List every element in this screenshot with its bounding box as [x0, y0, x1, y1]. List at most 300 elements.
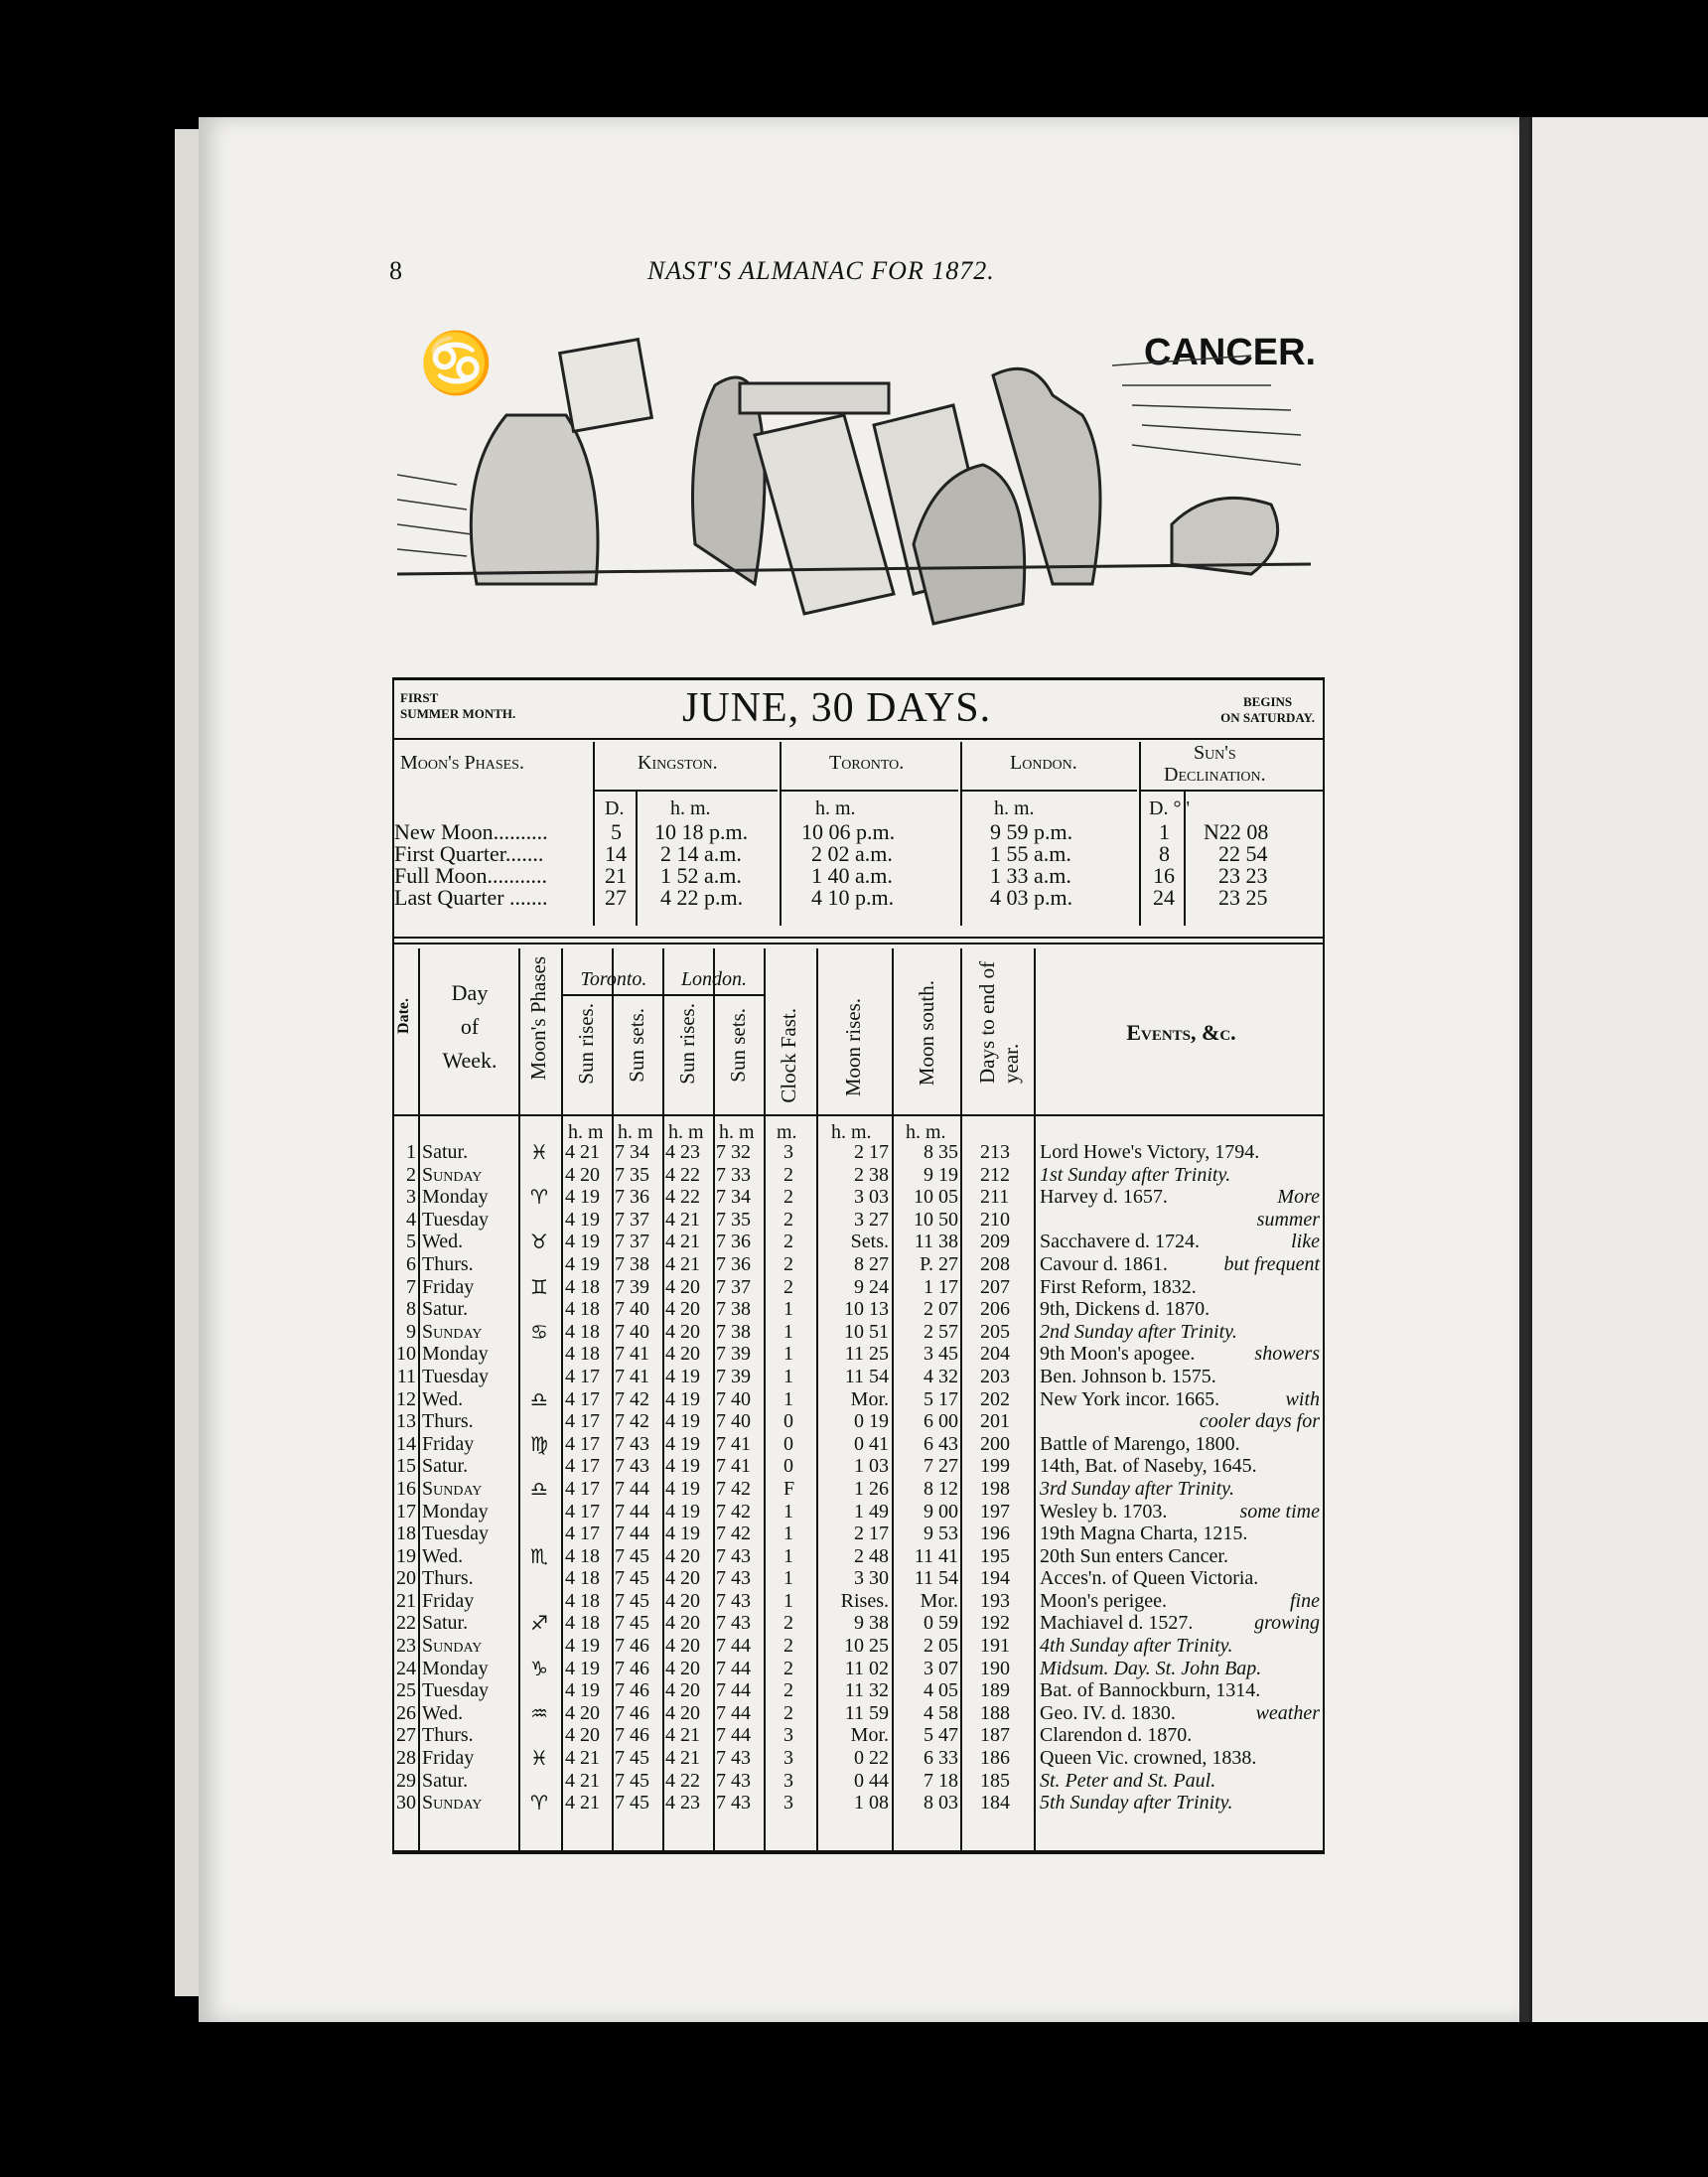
moon-south-cell: 9 00 — [924, 1500, 958, 1523]
moon-south-cell: 0 59 — [924, 1612, 958, 1635]
london-sunrise-cell: 4 19 — [665, 1455, 700, 1478]
days-to-end-cell: 197 — [980, 1500, 1010, 1523]
date-cell: 17 — [396, 1500, 416, 1523]
london-sunrise-cell: 4 22 — [665, 1186, 700, 1209]
clock-fast-cell: 1 — [783, 1320, 793, 1343]
calendar-day-row — [394, 1792, 1323, 1814]
calendar-day-row — [394, 1298, 1323, 1321]
unit-label: h. m — [668, 1121, 704, 1143]
days-to-end-cell: 210 — [980, 1208, 1010, 1231]
moon-south-cell: 6 00 — [924, 1410, 958, 1433]
kingston-subhead: h. m. — [670, 798, 711, 819]
clock-fast-cell: 1 — [783, 1365, 793, 1387]
calendar-day-row — [394, 1209, 1323, 1232]
cancer-zodiac-icon: ♋ — [419, 331, 494, 396]
date-cell: 27 — [396, 1724, 416, 1747]
clock-fast-cell: 3 — [783, 1747, 793, 1770]
moon-rises-cell: 10 25 — [844, 1635, 889, 1658]
london-subhead: h. m. — [994, 798, 1035, 819]
toronto-sunrise-cell: 4 17 — [565, 1477, 600, 1500]
events-header: Events, &c. — [1126, 1020, 1236, 1045]
toronto-col-header: Toronto. — [580, 968, 647, 990]
zodiac-icon: ♎ — [530, 1476, 548, 1501]
london-sunset-cell: 7 38 — [716, 1320, 751, 1343]
day-cell: Satur. — [422, 1455, 469, 1478]
london-header: London. — [1010, 752, 1077, 774]
london-sunset-cell: 7 42 — [716, 1500, 751, 1523]
calendar-day-row — [394, 1590, 1323, 1613]
calendar-frame — [392, 677, 1325, 1854]
declination-subhead: D. ° ' — [1149, 798, 1191, 819]
toronto-sunset-cell: 7 45 — [615, 1589, 649, 1612]
page-number: 8 — [389, 256, 402, 285]
london-sunrise-cell: 4 20 — [665, 1657, 700, 1679]
moon-rises-cell: 0 44 — [854, 1769, 889, 1792]
toronto-sunset-cell: 7 41 — [615, 1365, 649, 1387]
kingston-header: Kingston. — [638, 752, 718, 774]
toronto-sunrise-cell: 4 20 — [565, 1701, 600, 1724]
moon-south-cell: 4 05 — [924, 1679, 958, 1702]
toronto-sunset-cell: 7 39 — [615, 1275, 649, 1298]
moon-south-cell: 6 33 — [924, 1747, 958, 1770]
days-to-end-cell: 213 — [980, 1141, 1010, 1163]
event-cell: Queen Vic. crowned, 1838. — [1040, 1747, 1257, 1770]
toronto-sunset-cell: 7 37 — [615, 1231, 649, 1253]
toronto-sunset-cell: 7 40 — [615, 1320, 649, 1343]
days-to-end-cell: 189 — [980, 1679, 1010, 1702]
toronto-sunset-cell: 7 45 — [615, 1544, 649, 1567]
unit-label: h. m. — [906, 1121, 946, 1143]
toronto-sun-rises-header: Sun rises. — [574, 1003, 598, 1085]
event-cell: Cavour d. 1861. — [1040, 1252, 1168, 1275]
date-cell: 4 — [406, 1208, 416, 1231]
london-sunset-cell: 7 43 — [716, 1544, 751, 1567]
calendar-day-row — [394, 1433, 1323, 1456]
toronto-sunrise-cell: 4 18 — [565, 1567, 600, 1590]
day-cell: Satur. — [422, 1612, 469, 1635]
clock-fast-cell: 2 — [783, 1231, 793, 1253]
day-cell: Satur. — [422, 1298, 469, 1321]
moon-south-cell: Mor. — [920, 1589, 958, 1612]
toronto-sunrise-cell: 4 21 — [565, 1141, 600, 1163]
moon-rises-cell: 0 22 — [854, 1747, 889, 1770]
event-cell: First Reform, 1832. — [1040, 1275, 1197, 1298]
zodiac-icon: ♍ — [530, 1431, 548, 1456]
date-cell: 16 — [396, 1477, 416, 1500]
clock-fast-cell: 1 — [783, 1523, 793, 1545]
london-sunrise-cell: 4 19 — [665, 1410, 700, 1433]
clock-fast-cell: 2 — [783, 1657, 793, 1679]
event-note-cell: showers — [1254, 1343, 1320, 1366]
calendar-day-row — [394, 1770, 1323, 1793]
date-cell: 22 — [396, 1612, 416, 1635]
days-to-end-cell: 200 — [980, 1432, 1010, 1455]
london-sunrise-cell: 4 21 — [665, 1252, 700, 1275]
phases-header: Moon's Phases. — [400, 752, 524, 774]
london-sunrise-cell: 4 20 — [665, 1544, 700, 1567]
london-sunrise-cell: 4 19 — [665, 1432, 700, 1455]
moon-rises-cell: 10 51 — [844, 1320, 889, 1343]
toronto-sunset-cell: 7 46 — [615, 1724, 649, 1747]
event-note-cell: summer — [1256, 1208, 1320, 1231]
phase-row: Full Moon........... 21 1 52 a.m. 1 40 a.m. 1 33 a.m. 16 23 23 — [394, 863, 1268, 888]
clock-fast-cell: 0 — [783, 1432, 793, 1455]
calendar-day-row — [394, 1388, 1323, 1411]
zodiac-icon: ♐ — [530, 1611, 548, 1636]
calendar-day-row — [394, 1567, 1323, 1590]
moon-south-cell: 10 50 — [914, 1208, 958, 1231]
calendar-day-row — [394, 1186, 1323, 1209]
calendar-day-row — [394, 1164, 1323, 1187]
date-cell: 18 — [396, 1523, 416, 1545]
event-note-cell: some time — [1239, 1500, 1320, 1523]
date-cell: 20 — [396, 1567, 416, 1590]
moon-rises-cell: Rises. — [840, 1589, 889, 1612]
event-cell: Bat. of Bannockburn, 1314. — [1040, 1679, 1261, 1702]
moon-rises-cell: 0 41 — [854, 1432, 889, 1455]
event-note-cell: weather — [1255, 1701, 1320, 1724]
toronto-sunrise-cell: 4 21 — [565, 1769, 600, 1792]
event-note-cell: More — [1277, 1186, 1320, 1209]
toronto-sunset-cell: 7 45 — [615, 1792, 649, 1814]
moon-south-cell: 3 45 — [924, 1343, 958, 1366]
toronto-sunrise-cell: 4 19 — [565, 1186, 600, 1209]
sign-title: CANCER. — [1144, 332, 1317, 373]
moon-rises-cell: 9 38 — [854, 1612, 889, 1635]
event-cell: 5th Sunday after Trinity. — [1040, 1792, 1233, 1814]
day-cell: Tuesday — [422, 1365, 490, 1387]
month-title: JUNE, 30 DAYS. — [682, 685, 992, 731]
toronto-sunset-cell: 7 44 — [615, 1500, 649, 1523]
clock-fast-cell: F — [783, 1477, 795, 1500]
clock-fast-cell: 2 — [783, 1208, 793, 1231]
event-cell: Machiavel d. 1527. — [1040, 1612, 1194, 1635]
event-note-cell: but frequent — [1223, 1252, 1320, 1275]
days-to-end-cell: 191 — [980, 1635, 1010, 1658]
moon-south-cell: 11 38 — [914, 1231, 958, 1253]
daily-calendar-rows — [394, 1141, 1323, 1814]
london-sunset-cell: 7 44 — [716, 1635, 751, 1658]
london-sunrise-cell: 4 19 — [665, 1500, 700, 1523]
moon-south-cell: 8 12 — [924, 1477, 958, 1500]
declination-header: Sun's Declination. — [1164, 742, 1266, 786]
toronto-sunset-cell: 7 45 — [615, 1612, 649, 1635]
event-cell: Acces'n. of Queen Victoria. — [1040, 1567, 1259, 1590]
day-cell: Thurs. — [422, 1724, 474, 1747]
clock-fast-cell: 2 — [783, 1275, 793, 1298]
zodiac-icon: ♒ — [530, 1700, 548, 1725]
zodiac-icon: ♉ — [530, 1230, 548, 1254]
date-cell: 30 — [396, 1792, 416, 1814]
event-cell: Lord Howe's Victory, 1794. — [1040, 1141, 1260, 1163]
date-cell: 12 — [396, 1387, 416, 1410]
moon-south-cell: 11 54 — [914, 1567, 958, 1590]
london-sunset-cell: 7 36 — [716, 1252, 751, 1275]
moon-south-cell: 2 07 — [924, 1298, 958, 1321]
day-cell: Sunday — [422, 1163, 483, 1186]
event-note-cell: growing — [1254, 1612, 1320, 1635]
day-cell: Wed. — [422, 1701, 464, 1724]
toronto-sunset-cell: 7 43 — [615, 1432, 649, 1455]
toronto-sunset-cell: 7 37 — [615, 1208, 649, 1231]
moon-rises-cell: 11 54 — [844, 1365, 889, 1387]
event-cell: Moon's perigee. — [1040, 1589, 1168, 1612]
moon-rises-cell: 0 19 — [854, 1410, 889, 1433]
clock-fast-cell: 0 — [783, 1410, 793, 1433]
london-sunrise-cell: 4 19 — [665, 1477, 700, 1500]
day-cell: Thurs. — [422, 1252, 474, 1275]
days-to-end-cell: 198 — [980, 1477, 1010, 1500]
toronto-sunrise-cell: 4 17 — [565, 1523, 600, 1545]
toronto-sunrise-cell: 4 18 — [565, 1298, 600, 1321]
london-sunrise-cell: 4 22 — [665, 1769, 700, 1792]
toronto-sunrise-cell: 4 21 — [565, 1747, 600, 1770]
calendar-day-row — [394, 1141, 1323, 1164]
moon-south-header: Moon south. — [915, 980, 938, 1087]
moon-south-cell: 7 18 — [924, 1769, 958, 1792]
day-cell: Wed. — [422, 1387, 464, 1410]
clock-fast-cell: 1 — [783, 1298, 793, 1321]
moon-rises-cell: 1 49 — [854, 1500, 889, 1523]
date-cell: 26 — [396, 1701, 416, 1724]
days-to-end-cell: 204 — [980, 1343, 1010, 1366]
toronto-sunset-cell: 7 40 — [615, 1298, 649, 1321]
calendar-day-row — [394, 1612, 1323, 1635]
moon-rises-cell: 8 27 — [854, 1252, 889, 1275]
clock-fast-cell: 2 — [783, 1635, 793, 1658]
unit-label: h. m — [568, 1121, 604, 1143]
phase-row: Last Quarter ....... 27 4 22 p.m. 4 10 p.m. 4 03 p.m. 24 23 25 — [394, 885, 1268, 910]
toronto-sunrise-cell: 4 20 — [565, 1163, 600, 1186]
moon-rises-cell: 2 17 — [854, 1523, 889, 1545]
days-to-end-cell: 203 — [980, 1365, 1010, 1387]
event-cell: 3rd Sunday after Trinity. — [1040, 1477, 1234, 1500]
days-to-end-cell: 184 — [980, 1792, 1010, 1814]
london-sunrise-cell: 4 23 — [665, 1792, 700, 1814]
unit-label: h. m. — [831, 1121, 872, 1143]
days-to-end-cell: 206 — [980, 1298, 1010, 1321]
event-cell: Clarendon d. 1870. — [1040, 1724, 1193, 1747]
phase-row: First Quarter....... 14 2 14 a.m. 2 02 a.m. 1 55 a.m. 8 22 54 — [394, 841, 1268, 866]
london-sun-rises-header: Sun rises. — [675, 1003, 699, 1085]
date-cell: 23 — [396, 1635, 416, 1658]
london-sunrise-cell: 4 20 — [665, 1701, 700, 1724]
month-header — [394, 680, 1323, 740]
toronto-sunset-cell: 7 44 — [615, 1477, 649, 1500]
days-to-end-cell: 207 — [980, 1275, 1010, 1298]
moon-phases-header: Moon's Phases — [526, 956, 550, 1081]
date-cell: 10 — [396, 1343, 416, 1366]
toronto-sunrise-cell: 4 20 — [565, 1724, 600, 1747]
section-divider — [394, 937, 1323, 944]
date-cell: 19 — [396, 1544, 416, 1567]
moon-rises-cell: 2 17 — [854, 1141, 889, 1163]
london-sunset-cell: 7 41 — [716, 1455, 751, 1478]
clock-fast-cell: 3 — [783, 1769, 793, 1792]
unit-label: m. — [777, 1121, 797, 1143]
toronto-sunset-cell: 7 46 — [615, 1657, 649, 1679]
toronto-sunset-cell: 7 44 — [615, 1523, 649, 1545]
days-to-end-cell: 196 — [980, 1523, 1010, 1545]
toronto-sunset-cell: 7 34 — [615, 1141, 649, 1163]
zodiac-icon: ♋ — [530, 1319, 548, 1344]
london-sunrise-cell: 4 23 — [665, 1141, 700, 1163]
days-to-end-cell: 208 — [980, 1252, 1010, 1275]
moon-rises-cell: 9 24 — [854, 1275, 889, 1298]
days-to-end-cell: 202 — [980, 1387, 1010, 1410]
day-cell: Friday — [422, 1589, 475, 1612]
moon-south-cell: 8 03 — [924, 1792, 958, 1814]
calendar-day-row — [394, 1366, 1323, 1388]
toronto-sunrise-cell: 4 19 — [565, 1657, 600, 1679]
london-sunset-cell: 7 33 — [716, 1163, 751, 1186]
event-cell: Ben. Johnson b. 1575. — [1040, 1365, 1216, 1387]
days-to-end-cell: 186 — [980, 1747, 1010, 1770]
london-sunset-cell: 7 44 — [716, 1657, 751, 1679]
event-note-cell: with — [1285, 1387, 1320, 1410]
day-cell: Friday — [422, 1747, 475, 1770]
date-header: Date. — [395, 998, 412, 1034]
toronto-sunset-cell: 7 42 — [615, 1387, 649, 1410]
day-cell: Thurs. — [422, 1567, 474, 1590]
calendar-day-row — [394, 1253, 1323, 1276]
london-sunset-cell: 7 42 — [716, 1477, 751, 1500]
london-sunset-cell: 7 41 — [716, 1432, 751, 1455]
toronto-subhead: h. m. — [815, 798, 856, 819]
engraving-illustration — [397, 326, 1311, 644]
london-sunrise-cell: 4 20 — [665, 1275, 700, 1298]
date-cell: 7 — [406, 1275, 416, 1298]
days-to-end-cell: 211 — [980, 1186, 1010, 1209]
toronto-sunrise-cell: 4 17 — [565, 1432, 600, 1455]
days-to-end-cell: 209 — [980, 1231, 1010, 1253]
moon-south-cell: 11 41 — [914, 1544, 958, 1567]
clock-fast-cell: 2 — [783, 1612, 793, 1635]
london-sunrise-cell: 4 19 — [665, 1387, 700, 1410]
date-cell: 9 — [406, 1320, 416, 1343]
event-cell: 9th, Dickens d. 1870. — [1040, 1298, 1210, 1321]
calendar-day-row — [394, 1478, 1323, 1501]
toronto-sunset-cell: 7 46 — [615, 1701, 649, 1724]
london-sunset-cell: 7 43 — [716, 1792, 751, 1814]
day-cell: Monday — [422, 1500, 489, 1523]
london-sunrise-cell: 4 21 — [665, 1724, 700, 1747]
day-cell: Monday — [422, 1343, 489, 1366]
moon-rises-cell: 1 03 — [854, 1455, 889, 1478]
day-cell: Sunday — [422, 1792, 483, 1814]
clock-fast-header: Clock Fast. — [777, 1008, 800, 1103]
clock-fast-cell: 2 — [783, 1679, 793, 1702]
london-sunset-cell: 7 40 — [716, 1410, 751, 1433]
event-cell: 4th Sunday after Trinity. — [1040, 1635, 1233, 1658]
toronto-sunrise-cell: 4 18 — [565, 1544, 600, 1567]
toronto-sunrise-cell: 4 18 — [565, 1320, 600, 1343]
london-sunset-cell: 7 43 — [716, 1567, 751, 1590]
day-cell: Tuesday — [422, 1208, 490, 1231]
day-cell: Friday — [422, 1432, 475, 1455]
moon-rises-cell: 1 08 — [854, 1792, 889, 1814]
clock-fast-cell: 1 — [783, 1567, 793, 1590]
london-sunrise-cell: 4 20 — [665, 1320, 700, 1343]
moon-south-cell: 7 27 — [924, 1455, 958, 1478]
days-to-end-cell: 194 — [980, 1567, 1010, 1590]
london-sunrise-cell: 4 20 — [665, 1612, 700, 1635]
moon-rises-header: Moon rises. — [841, 998, 865, 1097]
moon-south-cell: 2 57 — [924, 1320, 958, 1343]
toronto-sunset-cell: 7 36 — [615, 1186, 649, 1209]
london-sunset-cell: 7 44 — [716, 1724, 751, 1747]
days-to-end-header: Days to end of year. — [975, 960, 1023, 1084]
date-cell: 1 — [406, 1141, 416, 1163]
clock-fast-cell: 3 — [783, 1724, 793, 1747]
clock-fast-cell: 2 — [783, 1701, 793, 1724]
day-of-week-header: Day of Week. — [442, 980, 498, 1073]
london-sunrise-cell: 4 20 — [665, 1679, 700, 1702]
moon-rises-cell: 3 03 — [854, 1186, 889, 1209]
calendar-day-row — [394, 1702, 1323, 1725]
moon-south-cell: 1 17 — [924, 1275, 958, 1298]
date-cell: 24 — [396, 1657, 416, 1679]
event-cell: St. Peter and St. Paul. — [1040, 1769, 1216, 1792]
date-cell: 21 — [396, 1589, 416, 1612]
days-to-end-cell: 195 — [980, 1544, 1010, 1567]
clock-fast-cell: 1 — [783, 1500, 793, 1523]
calendar-day-row — [394, 1747, 1323, 1770]
london-sunrise-cell: 4 19 — [665, 1365, 700, 1387]
event-cell: 20th Sun enters Cancer. — [1040, 1544, 1228, 1567]
facing-page-fragment — [1529, 117, 1708, 2022]
phase-row: New Moon.......... 5 10 18 p.m. 10 06 p.m. 9 59 p.m. 1 N22 08 — [394, 819, 1269, 844]
days-to-end-cell: 201 — [980, 1410, 1010, 1433]
date-cell: 25 — [396, 1679, 416, 1702]
moon-rises-cell: Sets. — [850, 1231, 889, 1253]
moon-rises-cell: 2 48 — [854, 1544, 889, 1567]
calendar-day-row — [394, 1635, 1323, 1658]
london-sunset-cell: 7 42 — [716, 1523, 751, 1545]
moon-rises-cell: 11 59 — [844, 1701, 889, 1724]
moon-south-cell: 9 53 — [924, 1523, 958, 1545]
london-sunset-cell: 7 39 — [716, 1365, 751, 1387]
moon-rises-cell: 11 25 — [844, 1343, 889, 1366]
london-sunrise-cell: 4 20 — [665, 1635, 700, 1658]
calendar-day-row — [394, 1343, 1323, 1366]
london-sunrise-cell: 4 22 — [665, 1163, 700, 1186]
event-note-cell: like — [1291, 1231, 1320, 1253]
calendar-day-row — [394, 1455, 1323, 1478]
date-cell: 2 — [406, 1163, 416, 1186]
event-cell: 14th, Bat. of Naseby, 1645. — [1040, 1455, 1257, 1478]
toronto-sunrise-cell: 4 18 — [565, 1612, 600, 1635]
moon-south-cell: 9 19 — [924, 1163, 958, 1186]
clock-fast-cell: 1 — [783, 1544, 793, 1567]
date-cell: 6 — [406, 1252, 416, 1275]
toronto-sunrise-cell: 4 18 — [565, 1343, 600, 1366]
day-cell: Satur. — [422, 1141, 469, 1163]
day-cell: Sunday — [422, 1635, 483, 1658]
london-sunset-cell: 7 35 — [716, 1208, 751, 1231]
calendar-day-row — [394, 1679, 1323, 1702]
date-cell: 28 — [396, 1747, 416, 1770]
toronto-sunrise-cell: 4 18 — [565, 1275, 600, 1298]
clock-fast-cell: 2 — [783, 1163, 793, 1186]
toronto-sunrise-cell: 4 17 — [565, 1365, 600, 1387]
date-cell: 3 — [406, 1186, 416, 1209]
day-cell: Wed. — [422, 1231, 464, 1253]
moon-south-cell: 5 17 — [924, 1387, 958, 1410]
days-to-end-cell: 190 — [980, 1657, 1010, 1679]
days-to-end-cell: 192 — [980, 1612, 1010, 1635]
london-sunrise-cell: 4 21 — [665, 1208, 700, 1231]
